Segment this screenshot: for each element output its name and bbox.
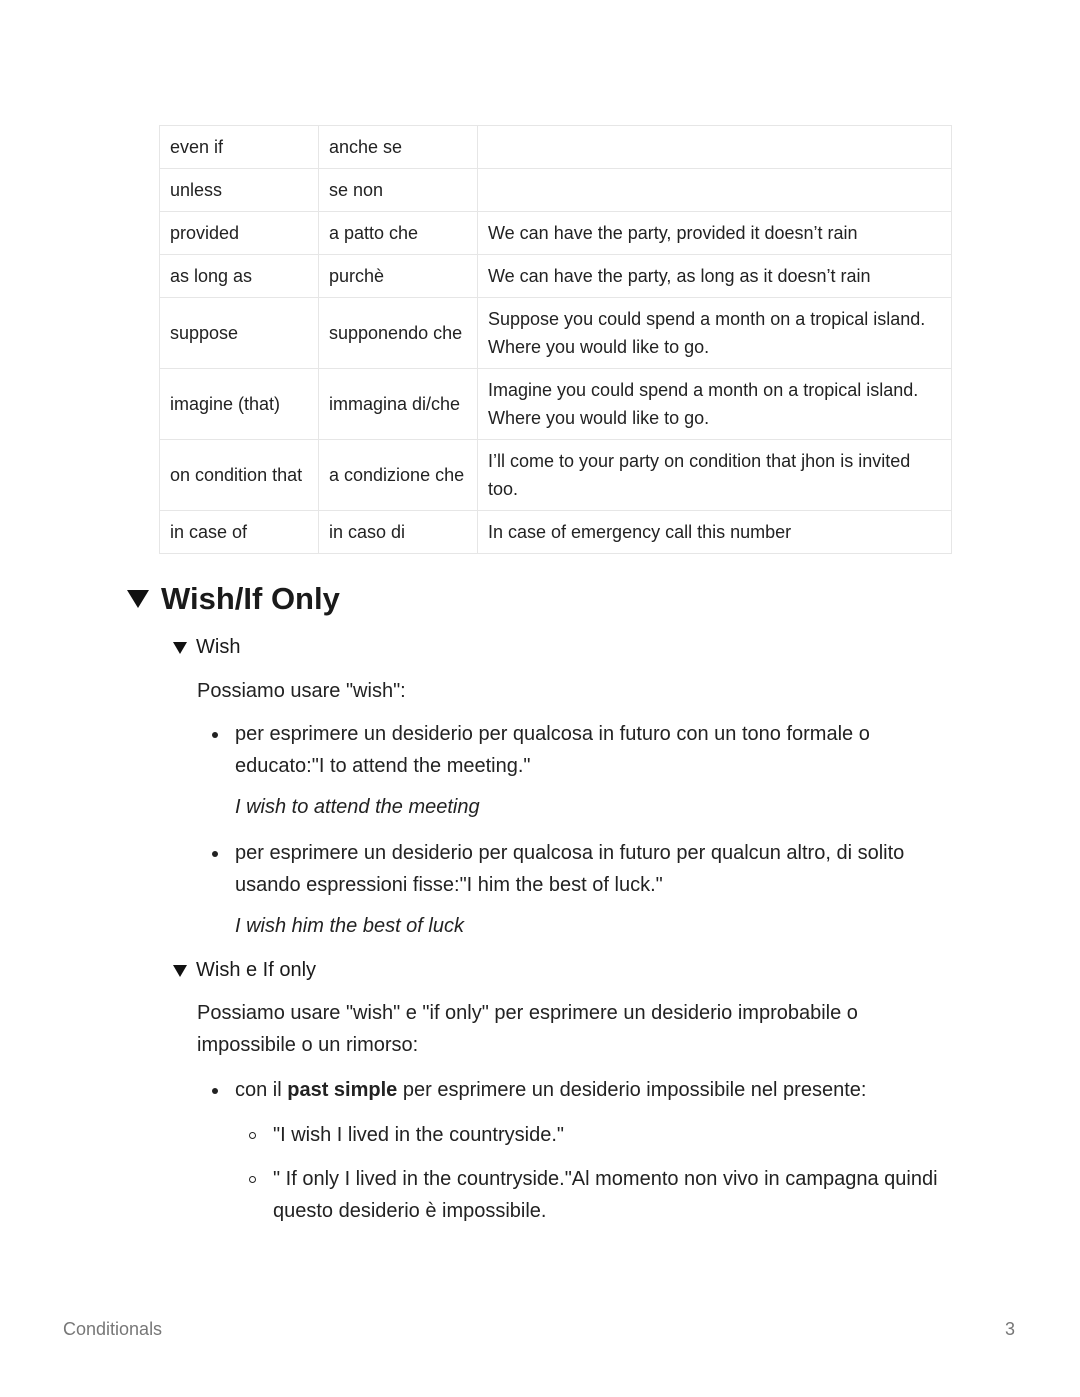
table-cell-example: Imagine you could spend a month on a tropical island. Where you would like to go.	[478, 369, 952, 440]
list-item	[212, 837, 952, 901]
table-cell-english: unless	[160, 169, 319, 212]
table-cell-example: Suppose you could spend a month on a tropical island. Where you would like to go.	[478, 298, 952, 369]
table-row	[160, 255, 952, 298]
table-row	[160, 369, 952, 440]
table-row	[160, 511, 952, 554]
sub-list-item	[249, 1119, 939, 1151]
table-cell-example: We can have the party, provided it doesn’t rain	[478, 212, 952, 255]
table-cell-italian: immagina di/che	[319, 369, 478, 440]
sub-list-item-text: "I wish I lived in the countryside."	[273, 1124, 564, 1146]
table-cell-english: provided	[160, 212, 319, 255]
table-cell-example: I’ll come to your party on condition that jhon is invited too.	[478, 440, 952, 511]
section-toggle-wish-if-only[interactable]	[127, 581, 340, 617]
wish-intro: Possiamo usare "wish":	[197, 680, 406, 702]
table-row	[160, 212, 952, 255]
table-cell-english: as long as	[160, 255, 319, 298]
toggle-wish-label: Wish	[196, 636, 241, 658]
list-item	[212, 1074, 952, 1106]
table-cell-italian: purchè	[319, 255, 478, 298]
table-cell-english: even if	[160, 126, 319, 169]
bullet-icon	[212, 851, 218, 857]
triangle-down-icon	[127, 590, 149, 608]
table-cell-english: in case of	[160, 511, 319, 554]
toggle-wish-if-only-label: Wish e If only	[196, 959, 317, 981]
connectors-table	[159, 125, 952, 554]
table-cell-example: We can have the party, as long as it doesn’t rain	[478, 255, 952, 298]
table-row	[160, 440, 952, 511]
bullet-icon	[212, 732, 218, 738]
table-cell-english: suppose	[160, 298, 319, 369]
toggle-wish[interactable]	[173, 636, 240, 659]
circle-bullet-icon	[249, 1132, 256, 1139]
table-cell-english: on condition that	[160, 440, 319, 511]
section-heading: Wish/If Only	[161, 581, 340, 616]
table-row	[160, 298, 952, 369]
bullet-icon	[212, 1088, 218, 1094]
wish-if-only-intro: Possiamo usare "wish" e "if only" per esprimere un desiderio improbabile o impossibile o un rimorso:	[197, 1002, 858, 1056]
list-item-text-post: per esprimere un desiderio impossibile nel presente:	[397, 1079, 867, 1101]
table-cell-italian: supponendo che	[319, 298, 478, 369]
table-cell-italian: a condizione che	[319, 440, 478, 511]
list-item-text: per esprimere un desiderio per qualcosa in futuro per qualcun altro, di solito usando espressioni fisse:"I him the best of luck."	[235, 842, 905, 896]
table-cell-italian: anche se	[319, 126, 478, 169]
table-cell-example	[478, 169, 952, 212]
table-cell-example: In case of emergency call this number	[478, 511, 952, 554]
list-item	[212, 718, 952, 782]
page-number: 3	[1005, 1319, 1016, 1339]
table-row	[160, 126, 952, 169]
example-sentence: I wish to attend the meeting	[235, 796, 480, 818]
sub-list-item	[249, 1163, 939, 1227]
list-item-text-pre: con il	[235, 1079, 288, 1101]
list-item-text: per esprimere un desiderio per qualcosa in futuro con un tono formale o educato:"I to attend the meeting."	[235, 723, 870, 777]
table-cell-english: imagine (that)	[160, 369, 319, 440]
table-row	[160, 169, 952, 212]
triangle-down-icon	[173, 642, 187, 654]
table-cell-italian: in caso di	[319, 511, 478, 554]
circle-bullet-icon	[249, 1176, 256, 1183]
table-cell-example	[478, 126, 952, 169]
footer-title: Conditionals	[63, 1319, 163, 1339]
sub-list-item-text: " If only I lived in the countryside."Al momento non vivo in campagna quindi questo desiderio è impossibile.	[273, 1168, 938, 1222]
toggle-wish-if-only[interactable]	[173, 959, 316, 982]
list-item-text	[235, 1074, 952, 1106]
triangle-down-icon	[173, 965, 187, 977]
table-cell-italian: se non	[319, 169, 478, 212]
example-sentence: I wish him the best of luck	[235, 915, 464, 937]
list-item-text-bold: past simple	[287, 1079, 398, 1101]
table-cell-italian: a patto che	[319, 212, 478, 255]
